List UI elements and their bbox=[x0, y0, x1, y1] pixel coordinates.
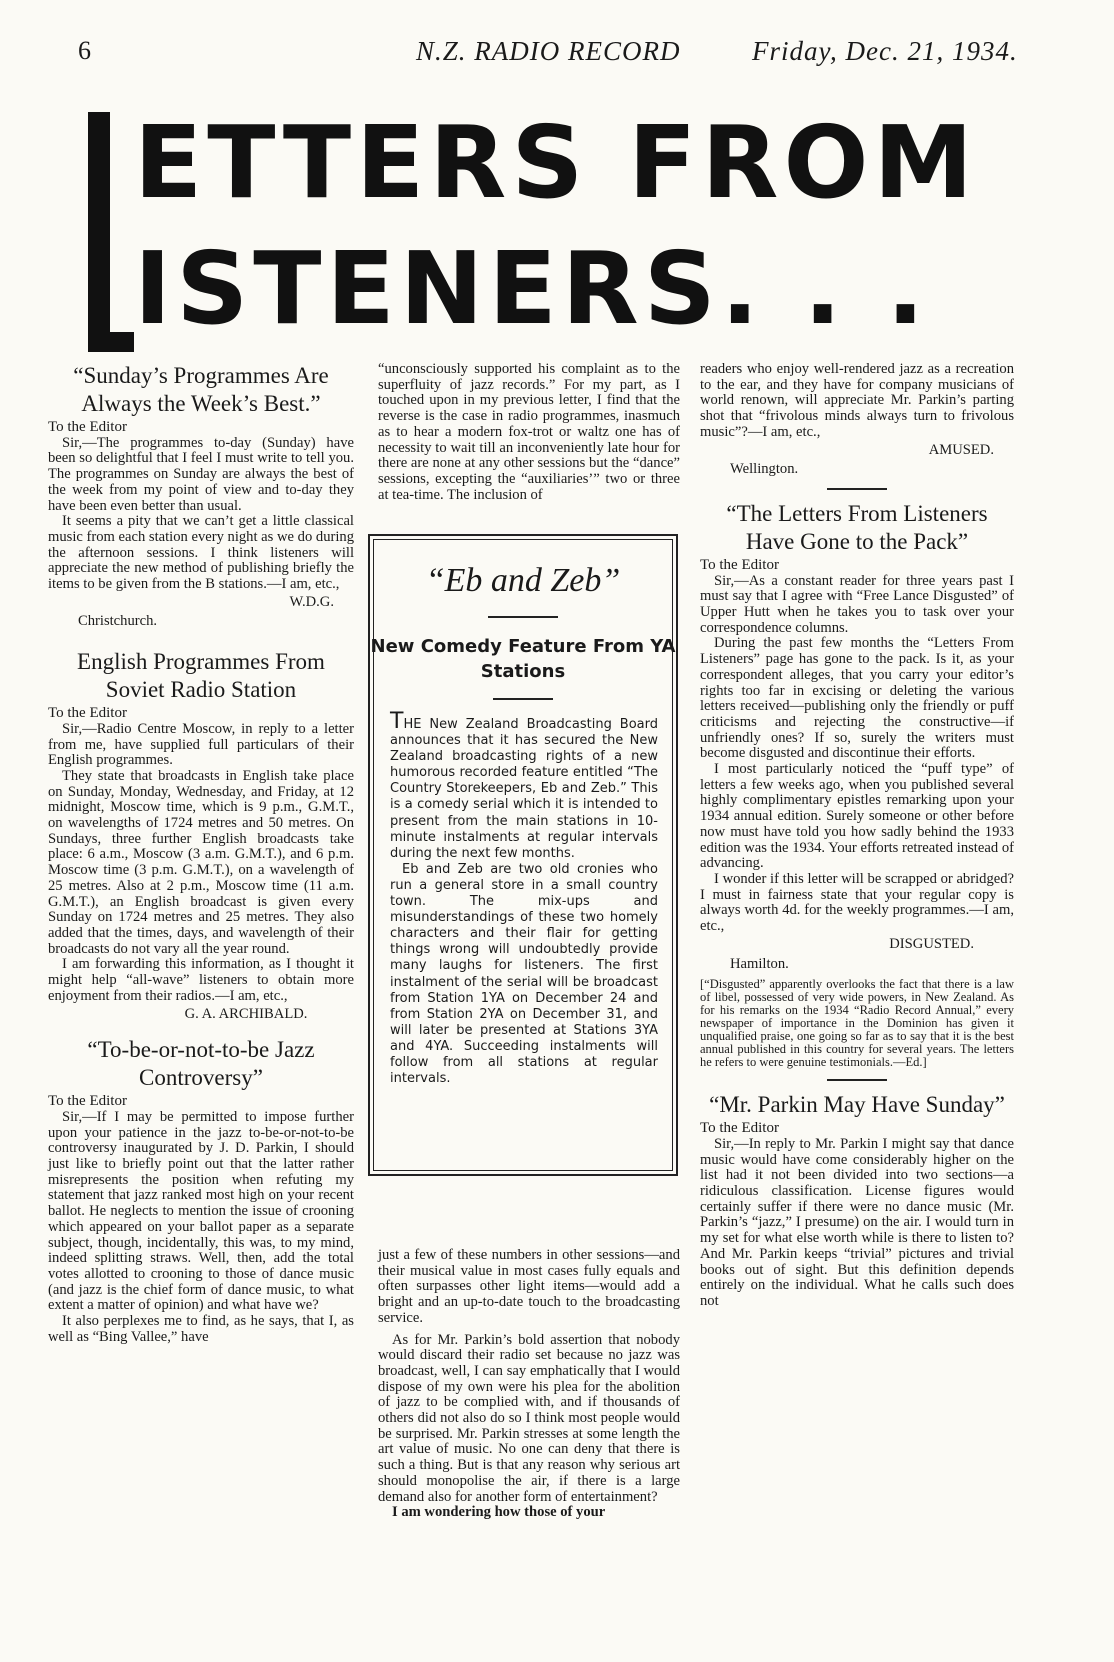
letter-place: Hamilton. bbox=[730, 955, 789, 972]
letter-continuation: As for Mr. Parkin’s bold assertion that nobody would discard their radio set because no jazz was broadcast, well, I can say emphatically that I would dispose of my own were his plea for the abolition of jazz to be complied with, and if thousands of others did not also do so I think most people would be surprised. Mr. Parkin stresses at some length the art value of music. No one can deny that there is such a thing. But is that any reason why serious art should monopolise the air, if there is a large demand also for another form of entertainment? bbox=[378, 1331, 680, 1505]
letter-continuation: readers who enjoy well-rendered jazz as a recreation to the ear, and they have for company musicians of world renown, will appreciate Mr. Parkin’s parting shot that “frivolous minds always turn to frivolous music”?—I am, etc., bbox=[700, 361, 1014, 440]
column-2-bottom bbox=[378, 1248, 680, 1521]
publication-name: N.Z. RADIO RECORD bbox=[416, 36, 681, 66]
divider bbox=[827, 488, 887, 490]
feature-body bbox=[370, 709, 676, 1087]
feature-box bbox=[368, 534, 678, 1176]
letter-signature: W.D.G. bbox=[289, 593, 334, 610]
letter-paragraph: It also perplexes me to find, as he says, that I, as well as “Bing Vallee,” have bbox=[48, 1313, 354, 1345]
letter-continuation: “unconsciously supported his complaint as to the superfluity of jazz records.” For my part, as I touched upon in my previous letter, I find that the reverse is the case in radio programmes, inasmuch as to hear a modern fox-trot or waltz one has of necessity to wait till an inconveniently late hour for there are none at any other sessions but the “dance” sessions, excepting the “auxiliaries’” two or three at tea-time. The inclusion of bbox=[378, 361, 680, 503]
drop-cap: T bbox=[390, 709, 404, 734]
feature-paragraph: Eb and Zeb are two old cronies who run a general store in a small country town. The mix-ups and misunderstandings of these two homely characters and their flair for getting things wrong will undoubtedly provide many laughs for listeners. The first instalment of the serial will be broadcast from Station 1YA on December 24 and from Station 2YA on December 31, and will later be presented at Stations 3YA and 4YA. Succeeding instalments will follow from all stations at regular intervals. bbox=[390, 861, 658, 1087]
editor-note: [“Disgusted” apparently overlooks the fact that there is a law of libel, possessed of very wide powers, in New Zealand. As for his remarks on the 1934 “Radio Record Annual,” every newspaper of importance in the Dominion has given it unqualified praise, one going so far as to say that it is the best annual published in this country for several years. The letters he refers to were genuine testimonials.—Ed.] bbox=[700, 977, 1014, 1070]
letter-signature: AMUSED. bbox=[928, 441, 994, 458]
letter-continuation: I am wondering how those of your bbox=[392, 1504, 606, 1521]
masthead-letter-l-stem bbox=[88, 112, 110, 350]
letter-paragraph: Sir,—As a constant reader for three years past I must say that I agree with “Free Lance Disgusted” of Upper Hutt when he takes you to task over your correspondence columns. bbox=[700, 572, 1014, 636]
feature-title: “Eb and Zeb” bbox=[425, 562, 621, 599]
letter-paragraph: Sir,—If I may be permitted to impose further upon your patience in the jazz to-be-or-not-to-be controversy inaugurated by J. D. Parkin, I should just like to briefly point out that the latter rather misrepresents the position when refuting my statement that jazz ranked most high on your recent ballot. He neglects to mention the issue of crooning which appeared on your ballot paper as a separate subject, though, incidentally, this was, to my mind, indeed splitting straws. Well, then, add the total votes allotted to crooning to those of dance music (and jazz is the chief form of dance music, to what extent a matter of opinion) and what have we? bbox=[48, 1108, 354, 1314]
issue-date: Friday, Dec. 21, 1934. bbox=[752, 36, 1018, 66]
letter-continuation: just a few of these numbers in other sessions—and their musical value in most cases fully equals and often surpasses other light items—would add a bright and an up-to-date touch to the broadcasting service. bbox=[378, 1247, 680, 1326]
letter-signature: G. A. ARCHIBALD. bbox=[184, 1005, 308, 1022]
letter-paragraph: I am forwarding this information, as I thought it might help “all-wave” listeners to obtain more enjoyment from their radios.—I am, etc., bbox=[48, 956, 354, 1004]
letter-paragraph: Sir,—The programmes to-day (Sunday) have been so delightful that I feel I must write to tell you. The programmes on Sunday are always the best of the week from my point of view and to-day they have been even better than usual. bbox=[48, 434, 354, 514]
divider bbox=[827, 1079, 887, 1081]
letter-headline: English Programmes From Soviet Radio Station bbox=[77, 649, 325, 703]
letter-paragraph: It seems a pity that we can’t get a little classical music from each station every night as we do during the afternoon sessions. I think listeners will appreciate the new method of publishing briefly the items to be given from the B stations.—I am, etc., bbox=[48, 513, 354, 593]
divider bbox=[493, 698, 553, 700]
column-2-top bbox=[378, 362, 680, 503]
salutation: To the Editor bbox=[700, 1120, 779, 1137]
letter-place: Wellington. bbox=[730, 461, 799, 478]
divider bbox=[488, 616, 558, 618]
letter-paragraph: Sir,—Radio Centre Moscow, in reply to a letter from me, have supplied full particulars of their English programmes. bbox=[48, 720, 354, 769]
column-3 bbox=[700, 362, 1014, 1310]
masthead-letter-l-foot bbox=[88, 332, 134, 352]
salutation: To the Editor bbox=[48, 705, 127, 722]
masthead-line-1: ETTERS FROM bbox=[134, 104, 979, 221]
feature-paragraph bbox=[390, 709, 658, 862]
masthead-line-2: ISTENERS. . . bbox=[134, 230, 930, 347]
column-1 bbox=[48, 362, 354, 1345]
letter-headline: “To-be-or-not-to-be Jazz Controversy” bbox=[87, 1037, 315, 1091]
salutation: To the Editor bbox=[48, 1093, 127, 1110]
salutation: To the Editor bbox=[700, 556, 779, 573]
feature-subtitle: New Comedy Feature From YA Stations bbox=[370, 636, 676, 682]
letter-paragraph: I most particularly noticed the “puff type” of letters a few weeks ago, when you published several highly complimentary epistles remarking upon your 1934 annual edition. Surely someone or other before now must have told you how sadly behind the 1933 edition was the 1934. Your efforts retreated instead of advancing. bbox=[700, 761, 1014, 872]
page-number: 6 bbox=[78, 36, 92, 65]
letter-headline: “Mr. Parkin May Have Sunday” bbox=[709, 1092, 1005, 1118]
letter-paragraph: I wonder if this letter will be scrapped or abridged? I must in fairness state that your regular copy is always worth 4d. for the weekly programmes.—I am, etc., bbox=[700, 870, 1014, 935]
letter-headline: “Sunday’s Programmes Are Always the Week’s Best.” bbox=[73, 363, 329, 416]
letter-paragraph: During the past few months the “Letters From Listeners” page has gone to the pack. Is it, as your correspondent alleges, that you carry your editor’s rights too far in excising or deleting the various letters received—publishing only the friendly or puff criticisms and rejecting the constructive—if unfriendly ones? If so, surely the writers must become disgusted and discontinue their efforts. bbox=[700, 635, 1014, 762]
letter-place: Christchurch. bbox=[78, 613, 158, 630]
letter-signature: DISGUSTED. bbox=[889, 935, 974, 952]
letter-headline: “The Letters From Listeners Have Gone to the Pack” bbox=[726, 500, 988, 554]
letter-paragraph: Sir,—In reply to Mr. Parkin I might say that dance music would have come considerably higher on the list had it not been divided into two sections—a ridiculous classification. License figures would certainly suffer if there were no dance music (Mr. Parkin’s “jazz,” I presume) on the air. I would turn in my set for what else worth while is there to listen to? And Mr. Parkin keeps “trivial” pictures and trivial books out of sight. But this definition depends entirely on the individual. What he calls such does not bbox=[700, 1135, 1014, 1309]
salutation: To the Editor bbox=[48, 419, 127, 435]
masthead-title bbox=[82, 96, 1032, 358]
feature-paragraph-text: HE New Zealand Broadcasting Board announces that it has secured the New Zealand broadcasting rights of a new humorous recorded feature entitled “The Country Storekeepers, Eb and Zeb.” This is a comedy serial which it is intended to present from the main stations in 10-minute instalments at regular intervals during the next few months. bbox=[390, 717, 658, 861]
letter-paragraph: They state that broadcasts in English take place on Sunday, Monday, Wednesday, and Friday, at 12 midnight, Moscow time, which is 9 p.m., G.M.T., on wavelengths of 1724 metres and 50 metres. On Sundays, three further English broadcasts take place: 6 a.m., Moscow (3 a.m. G.M.T.), and 6 p.m. Moscow time (3 p.m. G.M.T.), on a wavelength of 25 metres. Also at 2 p.m., Moscow time (11 a.m. G.M.T.), an English broadcast is given every Sunday on 1724 metres and 25 metres. They also added that the times, days, and wavelength of their broadcasts do not vary all the year round. bbox=[48, 767, 354, 957]
